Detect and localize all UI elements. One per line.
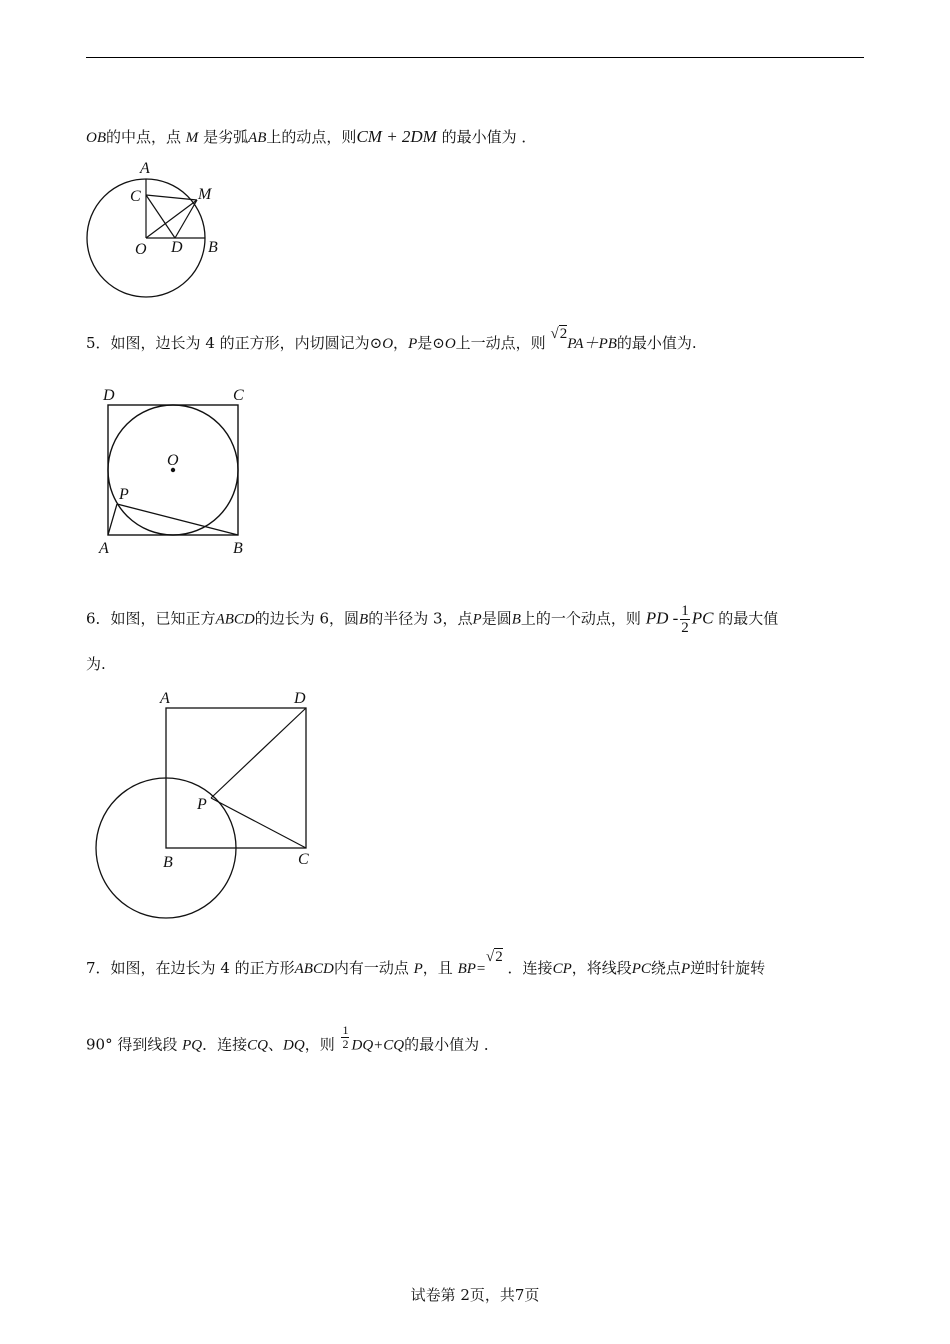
label-b: B (163, 854, 173, 871)
segment-cq: CQ (247, 1037, 268, 1054)
segment-pc: PC (631, 961, 651, 977)
q7-text-line2 (86, 1023, 499, 1059)
q7-expression: DQ+CQ (351, 1037, 405, 1054)
q7-t2: 内有一动点 (333, 959, 409, 977)
q5-t5: 的最小值为. (616, 334, 697, 352)
label-d: D (171, 239, 183, 256)
q6-t6: 的最大值 (718, 609, 779, 628)
fraction-half (680, 603, 690, 636)
q7-l2d: ，则 (304, 1035, 335, 1054)
q7-l2b: ．连接 (202, 1035, 248, 1054)
label-c: C (298, 851, 309, 868)
q7-t7: 逆时针旋转 (690, 959, 766, 977)
q7-t6: 绕点 (650, 959, 681, 977)
q6-t1: 如图，已知正方 (110, 609, 216, 628)
q4-t3: 上的动点，则 (266, 128, 357, 146)
q6-text-line2: 为. (86, 655, 106, 673)
q7-number: 7． (86, 959, 111, 977)
sqrt-2: √2 (486, 949, 503, 965)
q5-figure (95, 383, 265, 563)
label-p: P (197, 796, 207, 813)
label-c: C (233, 387, 244, 404)
q7-text (86, 949, 766, 979)
label-b: B (208, 239, 218, 256)
q4-t4: 的最小值为 ． (441, 128, 537, 146)
q5-t2: ， (393, 334, 409, 352)
q6-text (86, 603, 778, 636)
segment-pq: PQ (182, 1037, 203, 1054)
point-p: P (408, 336, 418, 352)
q7-t5: ，将线段 (571, 959, 632, 977)
q5-t3: 是⊙ (417, 334, 445, 352)
segment-ob: OB (86, 130, 106, 146)
q6-number: 6． (86, 609, 111, 628)
sqrt-arg: 2 (495, 949, 503, 965)
page-footer: 试卷第 2页，共7页 (410, 1286, 540, 1304)
q5-number: 5． (86, 334, 111, 352)
point-b2: B (511, 611, 521, 628)
q7-bp: BP= (457, 961, 487, 977)
q5-t4: 上一动点，则 (455, 334, 546, 352)
label-o: O (135, 241, 147, 258)
frac-den: 2 (681, 620, 689, 636)
label-c: C (130, 188, 141, 205)
q7-l2e: 的最小值为 ． (404, 1035, 499, 1054)
label-o: O (167, 452, 179, 469)
q6-pd: PD - (645, 608, 679, 628)
sqrt-2: √2 (550, 326, 568, 342)
fraction-half (341, 1024, 349, 1051)
q7-t1: 如图，在边长为 4 的正方形 (110, 959, 295, 977)
q6-pc: PC (691, 608, 714, 628)
point-p2: P (680, 961, 691, 977)
point-m: M (185, 130, 199, 146)
q4-figure (80, 155, 230, 305)
q6-figure (90, 688, 330, 928)
sqrt-arg: 2 (559, 326, 568, 342)
segment-cp: CP (552, 961, 572, 977)
point-p: P (472, 611, 482, 628)
label-d: D (294, 690, 306, 707)
header-rule (86, 57, 864, 58)
frac-num: 1 (681, 603, 689, 619)
q6-t5: 上的一个动点，则 (520, 609, 641, 628)
q7-l2a: 90° 得到线段 (86, 1035, 178, 1054)
q5-text (86, 326, 697, 354)
point-p1: P (413, 961, 423, 977)
q6-t3: 的半径为 3，点 (368, 609, 473, 628)
q4-text (86, 127, 536, 148)
segment-dq: DQ (283, 1037, 305, 1054)
square-abcd: ABCD (294, 961, 334, 977)
point-b1: B (359, 611, 369, 628)
point-o2: O (444, 336, 456, 352)
q7-t4: ．连接 (507, 959, 553, 977)
label-a: A (99, 540, 109, 557)
q5-t1: 如图，边长为 4 的正方形，内切圆记为⊙ (110, 334, 383, 352)
q6-t4: 是圆 (481, 609, 512, 628)
frac-den: 2 (342, 1037, 349, 1051)
q6-t2: 的边长为 6，圆 (254, 609, 360, 628)
point-o1: O (382, 336, 394, 352)
q5-expression: PA＋PB (567, 336, 617, 352)
arc-ab: AB (248, 130, 267, 146)
q4-t1: 的中点，点 (106, 128, 182, 146)
square-abcd: ABCD (215, 611, 255, 628)
q4-t2: 是劣弧 (203, 128, 249, 146)
label-b: B (233, 540, 243, 557)
q7-t3: ，且 (422, 959, 453, 977)
label-d: D (103, 387, 115, 404)
q7-l2c: 、 (268, 1035, 284, 1054)
label-m: M (198, 186, 212, 203)
label-p: P (119, 486, 129, 503)
label-a: A (140, 160, 150, 177)
frac-num: 1 (342, 1023, 349, 1037)
q4-expression: CM + 2DM (356, 127, 437, 146)
label-a: A (160, 690, 170, 707)
